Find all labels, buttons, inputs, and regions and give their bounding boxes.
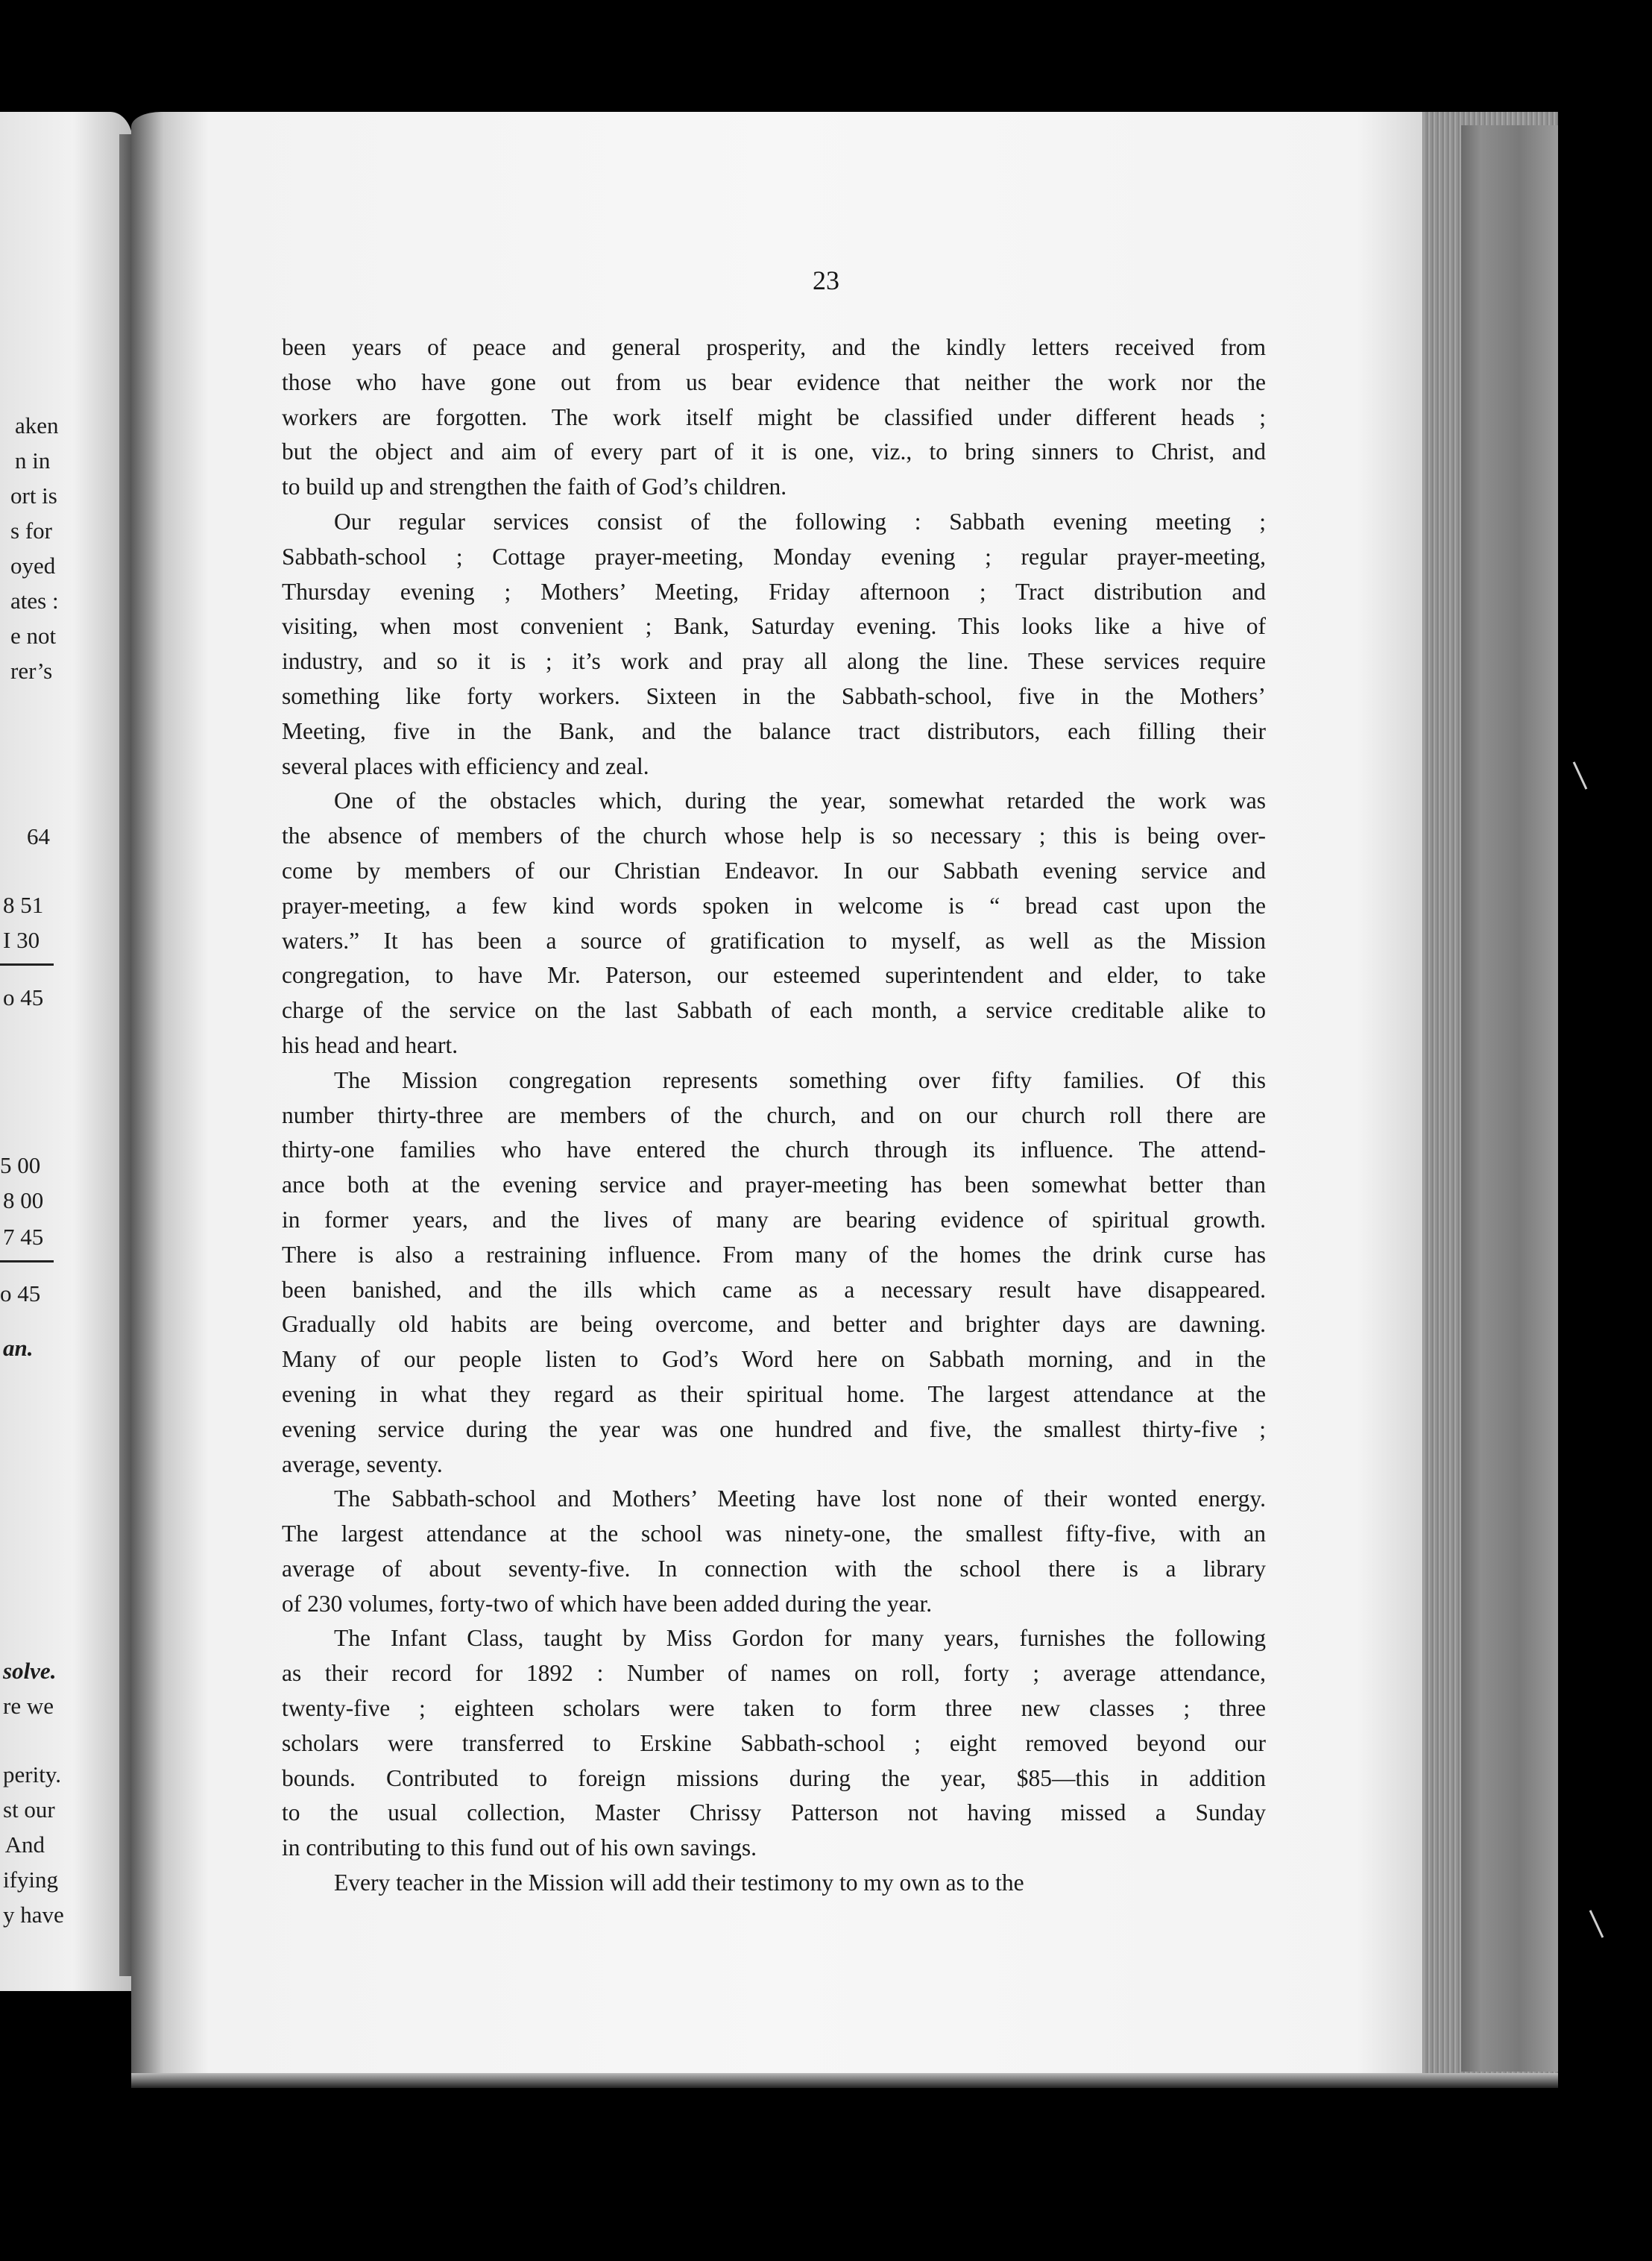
sum-rule bbox=[0, 1260, 54, 1262]
left-fragment-line: s for bbox=[10, 518, 52, 544]
text-line: charge of the service on the last Sabbath of each month, a service creditable alike to bbox=[282, 997, 1266, 1024]
left-fragment-line: re we bbox=[3, 1693, 54, 1719]
left-page-text-fragments: aken n in ort is s for oyed ates : e not rer’s 64 8 51 I 30 o 45 5 00 8 00 7 45 o 45 an. solve. re we perity. st our And ifying y have bbox=[0, 412, 64, 1928]
left-fragment-number: o 45 bbox=[3, 984, 44, 1010]
text-line: The largest attendance at the school was ninety-one, the smallest fifty-five, with an bbox=[282, 1521, 1266, 1547]
text-line: twenty-five ; eighteen scholars were taken to form three new classes ; three bbox=[282, 1695, 1266, 1722]
text-line: Thursday evening ; Mothers’ Meeting, Friday afternoon ; Tract distribution and bbox=[282, 578, 1266, 605]
left-fragment-signature: an. bbox=[3, 1335, 34, 1361]
text-line: Sabbath-school ; Cottage prayer-meeting, Monday evening ; regular prayer-meeting, bbox=[282, 543, 1266, 570]
left-fragment-number: 8 51 bbox=[3, 892, 44, 918]
paragraph bbox=[282, 1621, 1266, 1866]
text-line: to the usual collection, Master Chrissy Patterson not having missed a Sunday bbox=[282, 1799, 1266, 1826]
text-line: The Mission congregation represents something over fifty families. Of this bbox=[334, 1066, 1266, 1093]
page-bottom-shadow bbox=[131, 2073, 1558, 2088]
text-line: One of the obstacles which, during the year, somewhat retarded the work was bbox=[334, 787, 1266, 814]
left-fragment-line: y have bbox=[3, 1902, 64, 1928]
text-line: Gradually old habits are being overcome, and better and brighter days are dawning. bbox=[282, 1311, 1266, 1338]
left-fragment-line: perity. bbox=[3, 1761, 62, 1787]
paragraph bbox=[282, 784, 1266, 1063]
text-line: as their record for 1892 : Number of names on roll, forty ; average attendance, bbox=[282, 1660, 1266, 1687]
text-line: The Sabbath-school and Mothers’ Meeting have lost none of their wonted energy. bbox=[334, 1485, 1266, 1512]
left-fragment-number: o 45 bbox=[0, 1280, 41, 1306]
text-line: in contributing to this fund out of his own savings. bbox=[282, 1834, 757, 1861]
text-line: Our regular services consist of the following : Sabbath evening meeting ; bbox=[334, 508, 1266, 535]
body-text bbox=[282, 330, 1266, 1901]
left-fragment-number: 8 00 bbox=[3, 1187, 44, 1213]
left-fragment-line: st our bbox=[3, 1796, 55, 1823]
text-line: evening service during the year was one hundred and five, the smallest thirty-five ; bbox=[282, 1415, 1266, 1442]
paragraph bbox=[282, 330, 1266, 505]
text-line: to build up and strengthen the faith of God’s children. bbox=[282, 474, 787, 500]
text-line: been banished, and the ills which came as a necessary result have disappeared. bbox=[282, 1276, 1266, 1303]
text-line: those who have gone out from us bear evidence that neither the work nor the bbox=[282, 368, 1266, 395]
left-fragment-line: And bbox=[4, 1831, 45, 1858]
text-line: number thirty-three are members of the church, and on our church roll there are bbox=[282, 1101, 1266, 1128]
text-line: workers are forgotten. The work itself might be classified under different heads ; bbox=[282, 403, 1266, 430]
left-fragment-number: 7 45 bbox=[3, 1224, 44, 1250]
scan-artifact bbox=[1589, 1910, 1604, 1938]
text-line: but the object and aim of every part of it is one, viz., to bring sinners to Christ, and bbox=[282, 438, 1266, 465]
left-fragment-line: ort is bbox=[10, 482, 57, 509]
paragraph bbox=[282, 1482, 1266, 1621]
text-line: Meeting, five in the Bank, and the balance tract distributors, each filling their bbox=[282, 717, 1266, 744]
text-line: Every teacher in the Mission will add their testimony to my own as to the bbox=[334, 1870, 1024, 1896]
text-line: scholars were transferred to Erskine Sabbath-school ; eight removed beyond our bbox=[282, 1729, 1266, 1756]
page-block-edges-shade bbox=[1461, 125, 1558, 2072]
text-line: The Infant Class, taught by Miss Gordon for many years, furnishes the following bbox=[334, 1625, 1266, 1652]
text-line: evening in what they regard as their spiritual home. The largest attendance at the bbox=[282, 1380, 1266, 1407]
text-line: been years of peace and general prosperity, and the kindly letters received from bbox=[282, 334, 1266, 360]
text-line: bounds. Contributed to foreign missions during the year, $85—this in addition bbox=[282, 1764, 1266, 1791]
text-line: average of about seventy-five. In connection with the school there is a library bbox=[282, 1555, 1266, 1582]
left-fragment-line: oyed bbox=[10, 553, 56, 579]
left-fragment-line: n in bbox=[15, 447, 51, 474]
left-fragment-number: I 30 bbox=[3, 927, 40, 953]
left-fragment-line: rer’s bbox=[10, 658, 53, 684]
text-line: something like forty workers. Sixteen in the Sabbath-school, five in the Mothers’ bbox=[282, 682, 1266, 709]
text-line: ance both at the evening service and prayer-meeting has been somewhat better than bbox=[282, 1172, 1266, 1198]
left-fragment-line: ifying bbox=[3, 1867, 59, 1893]
left-fragment-line: e not bbox=[10, 623, 57, 649]
text-line: the absence of members of the church whose help is so necessary ; this is being over- bbox=[282, 823, 1266, 849]
text-line: in former years, and the lives of many are bearing evidence of spiritual growth. bbox=[282, 1206, 1266, 1233]
paragraph bbox=[282, 505, 1266, 784]
text-line: his head and heart. bbox=[282, 1031, 458, 1058]
text-line: average, seventy. bbox=[282, 1450, 443, 1477]
left-fragment-line: solve. bbox=[3, 1658, 57, 1684]
text-line: come by members of our Christian Endeavor. In our Sabbath evening service and bbox=[282, 857, 1266, 884]
sum-rule bbox=[0, 963, 54, 966]
text-line: There is also a restraining influence. From many of the homes the drink curse has bbox=[282, 1241, 1266, 1268]
scan-artifact bbox=[1573, 761, 1588, 790]
left-fragment-line: ates : bbox=[10, 588, 59, 614]
text-line: of 230 volumes, forty-two of which have been added during the year. bbox=[282, 1590, 933, 1617]
paragraph bbox=[282, 1866, 1266, 1901]
page-number: 23 bbox=[813, 265, 839, 295]
text-line: Many of our people listen to God’s Word here on Sabbath morning, and in the bbox=[282, 1346, 1266, 1373]
text-line: waters.” It has been a source of gratification to myself, as well as the Mission bbox=[282, 927, 1266, 954]
left-fragment-number: 5 00 bbox=[0, 1152, 41, 1178]
text-line: congregation, to have Mr. Paterson, our esteemed superintendent and elder, to take bbox=[282, 962, 1266, 989]
text-line: visiting, when most convenient ; Bank, Saturday evening. This looks like a hive of bbox=[282, 613, 1266, 640]
text-line: thirty-one families who have entered the church through its influence. The attend- bbox=[282, 1136, 1266, 1163]
text-line: prayer-meeting, a few kind words spoken in welcome is “ bread cast upon the bbox=[282, 892, 1266, 919]
paragraph bbox=[282, 1063, 1266, 1482]
text-line: industry, and so it is ; it’s work and pray all along the line. These services require bbox=[282, 648, 1266, 675]
text-line: several places with efficiency and zeal. bbox=[282, 752, 649, 779]
left-fragment-number: 64 bbox=[27, 823, 50, 849]
